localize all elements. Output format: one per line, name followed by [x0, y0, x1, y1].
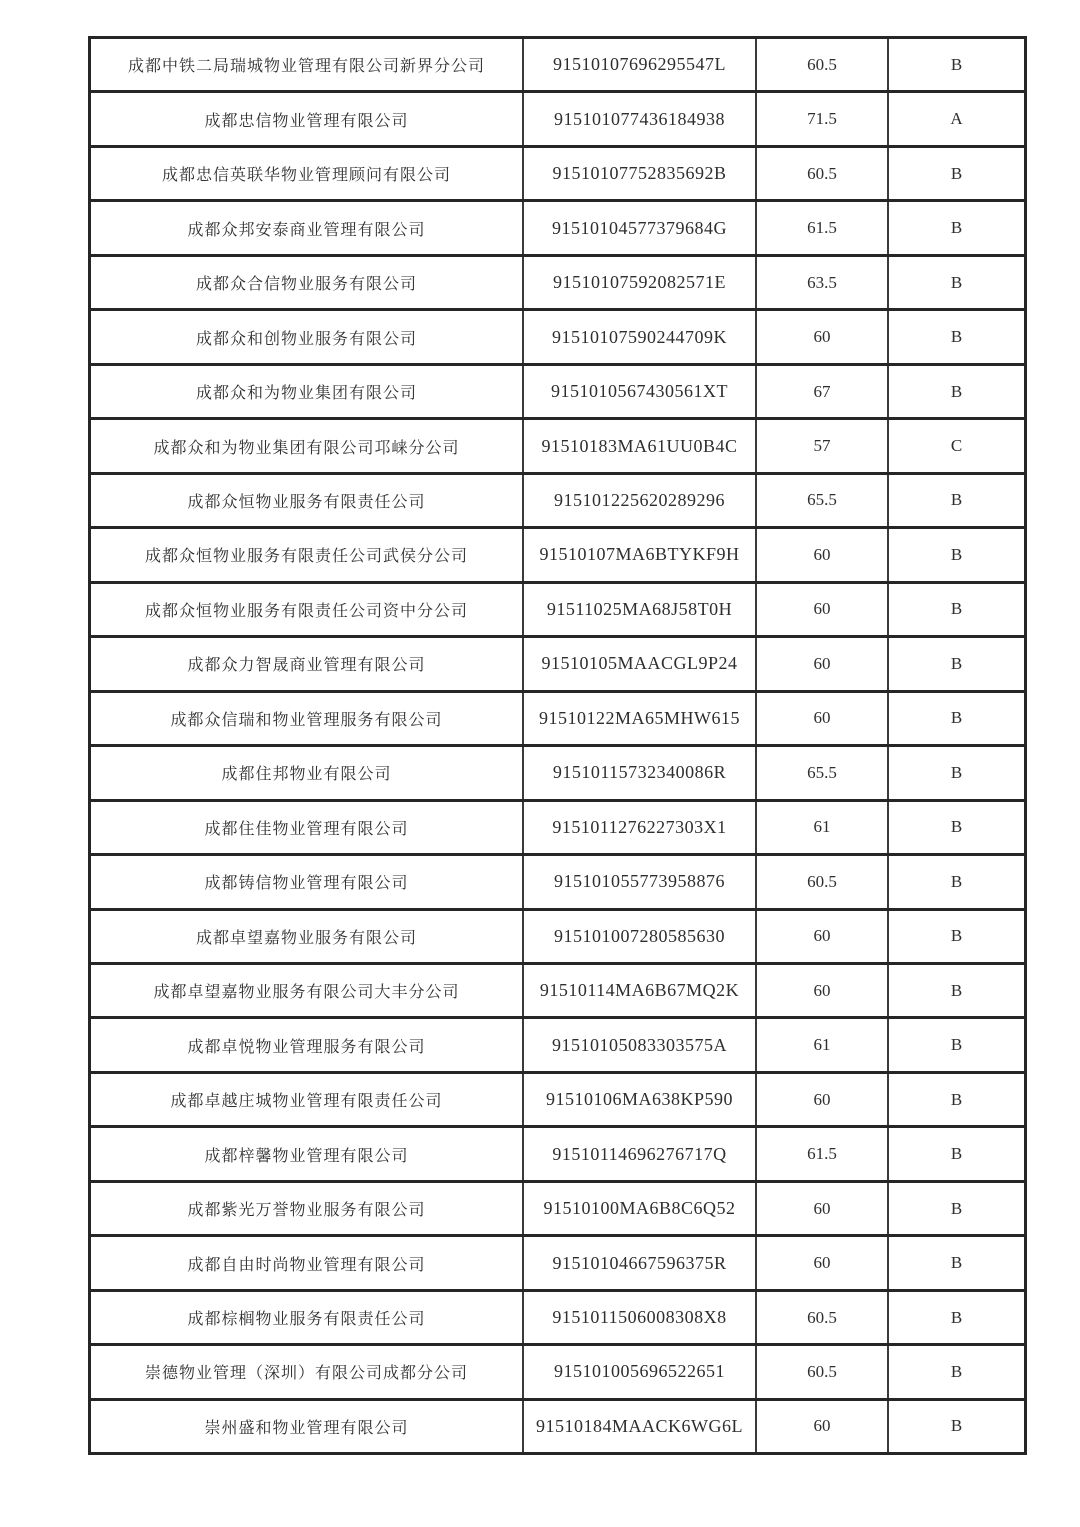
grade-cell: B — [950, 1416, 963, 1436]
grade-cell: B — [950, 163, 963, 183]
score-cell: 60.5 — [757, 856, 889, 907]
grade-cell: B — [950, 980, 963, 1000]
credit-code-cell: 915101005696522651 — [524, 1346, 757, 1397]
table-row — [91, 1237, 1024, 1291]
grade-cell: B — [950, 708, 963, 728]
company-name-cell: 成都众合信物业服务有限公司 — [91, 257, 524, 308]
table-row — [91, 93, 1024, 147]
table-row — [91, 1128, 1024, 1182]
table-row — [91, 1346, 1024, 1400]
company-name-cell: 成都铸信物业管理有限公司 — [91, 856, 524, 907]
credit-code-cell: 91510114MA6B67MQ2K — [524, 965, 757, 1016]
grade-cell: B — [950, 1035, 963, 1055]
score-cell: 60.5 — [757, 148, 889, 199]
score-cell: 63.5 — [757, 257, 889, 308]
credit-code-cell: 915101225620289296 — [524, 475, 757, 526]
grade-cell: B — [950, 381, 963, 401]
grade-cell: B — [950, 762, 963, 782]
grade-cell: B — [950, 544, 963, 564]
score-cell: 61 — [757, 802, 889, 853]
company-name-cell: 成都梓馨物业管理有限公司 — [91, 1128, 524, 1179]
credit-code-cell: 91510105083303575A — [524, 1019, 757, 1070]
credit-code-cell: 91510105MAACGL9P24 — [524, 638, 757, 689]
company-name-cell: 成都忠信英联华物业管理顾问有限公司 — [91, 148, 524, 199]
credit-code-cell: 91510122MA65MHW615 — [524, 693, 757, 744]
company-name-cell: 成都卓悦物业管理服务有限公司 — [91, 1019, 524, 1070]
grade-cell: B — [950, 653, 963, 673]
company-name-cell: 成都众和为物业集团有限公司邛崃分公司 — [91, 420, 524, 471]
score-cell: 60 — [757, 529, 889, 580]
company-name-cell: 成都众和创物业服务有限公司 — [91, 311, 524, 362]
credit-code-cell: 91511025MA68J58T0H — [524, 584, 757, 635]
credit-code-cell: 91510104577379684G — [524, 202, 757, 253]
table-row — [91, 257, 1024, 311]
table-row — [91, 366, 1024, 420]
table-row — [91, 1401, 1024, 1452]
table-row — [91, 1019, 1024, 1073]
grade-cell: B — [950, 871, 963, 891]
grade-cell: B — [950, 1144, 963, 1164]
score-cell: 60.5 — [757, 1346, 889, 1397]
grade-cell: B — [950, 327, 963, 347]
score-cell: 60 — [757, 311, 889, 362]
table-row — [91, 529, 1024, 583]
credit-code-cell: 91510107752835692B — [524, 148, 757, 199]
score-cell: 60 — [757, 1237, 889, 1288]
company-name-cell: 成都众力智晟商业管理有限公司 — [91, 638, 524, 689]
company-name-cell: 成都中铁二局瑞城物业管理有限公司新界分公司 — [91, 39, 524, 90]
table-row — [91, 584, 1024, 638]
company-name-cell: 成都众恒物业服务有限责任公司武侯分公司 — [91, 529, 524, 580]
table-row — [91, 802, 1024, 856]
credit-code-cell: 915101055773958876 — [524, 856, 757, 907]
company-name-cell: 成都众恒物业服务有限责任公司资中分公司 — [91, 584, 524, 635]
table-row — [91, 965, 1024, 1019]
grade-cell: B — [950, 272, 963, 292]
grade-cell: B — [950, 1361, 963, 1381]
table-row — [91, 1183, 1024, 1237]
score-cell: 60 — [757, 1074, 889, 1125]
company-name-cell: 成都卓越庄城物业管理有限责任公司 — [91, 1074, 524, 1125]
credit-code-cell: 91510107592082571E — [524, 257, 757, 308]
grade-cell: B — [950, 1307, 963, 1327]
company-name-cell: 成都忠信物业管理有限公司 — [91, 93, 524, 144]
table-row — [91, 420, 1024, 474]
company-name-cell: 成都众恒物业服务有限责任公司 — [91, 475, 524, 526]
score-cell: 61 — [757, 1019, 889, 1070]
score-cell: 60 — [757, 584, 889, 635]
company-name-cell: 崇州盛和物业管理有限公司 — [91, 1401, 524, 1452]
grade-cell: B — [950, 599, 963, 619]
score-cell: 61.5 — [757, 202, 889, 253]
table-row — [91, 747, 1024, 801]
credit-code-cell: 91510114696276717Q — [524, 1128, 757, 1179]
table-row — [91, 856, 1024, 910]
credit-code-cell: 91510107MA6BTYKF9H — [524, 529, 757, 580]
credit-code-cell: 91510106MA638KP590 — [524, 1074, 757, 1125]
company-name-cell: 成都自由时尚物业管理有限公司 — [91, 1237, 524, 1288]
grade-cell: C — [950, 436, 963, 456]
company-name-cell: 成都卓望嘉物业服务有限公司 — [91, 911, 524, 962]
credit-code-cell: 9151010567430561XT — [524, 366, 757, 417]
table-row — [91, 638, 1024, 692]
grade-cell: B — [950, 926, 963, 946]
company-name-cell: 成都众邦安泰商业管理有限公司 — [91, 202, 524, 253]
score-cell: 61.5 — [757, 1128, 889, 1179]
score-cell: 65.5 — [757, 475, 889, 526]
company-name-cell: 成都紫光万誉物业服务有限公司 — [91, 1183, 524, 1234]
table-row — [91, 311, 1024, 365]
score-cell: 60 — [757, 911, 889, 962]
table-row — [91, 202, 1024, 256]
score-cell: 60.5 — [757, 39, 889, 90]
credit-code-cell: 91510184MAACK6WG6L — [524, 1401, 757, 1452]
table-row — [91, 475, 1024, 529]
credit-code-cell: 9151011276227303X1 — [524, 802, 757, 853]
score-cell: 60 — [757, 693, 889, 744]
grade-cell: A — [950, 109, 963, 129]
credit-code-cell: 91510183MA61UU0B4C — [524, 420, 757, 471]
credit-code-cell: 915101007280585630 — [524, 911, 757, 962]
score-cell: 60 — [757, 965, 889, 1016]
score-cell: 71.5 — [757, 93, 889, 144]
company-name-cell: 成都众信瑞和物业管理服务有限公司 — [91, 693, 524, 744]
grade-cell: B — [950, 1198, 963, 1218]
grade-cell: B — [950, 54, 963, 74]
credit-code-cell: 91510107696295547L — [524, 39, 757, 90]
grade-cell: B — [950, 490, 963, 510]
company-name-cell: 成都棕榈物业服务有限责任公司 — [91, 1292, 524, 1343]
table-row — [91, 1292, 1024, 1346]
credit-code-cell: 91510104667596375R — [524, 1237, 757, 1288]
score-cell: 60.5 — [757, 1292, 889, 1343]
table-row — [91, 693, 1024, 747]
credit-code-cell: 9151011506008308X8 — [524, 1292, 757, 1343]
credit-code-cell: 91510107590244709K — [524, 311, 757, 362]
grade-cell: B — [950, 1253, 963, 1273]
company-name-cell: 成都卓望嘉物业服务有限公司大丰分公司 — [91, 965, 524, 1016]
score-cell: 67 — [757, 366, 889, 417]
company-name-cell: 成都住邦物业有限公司 — [91, 747, 524, 798]
company-name-cell: 崇德物业管理（深圳）有限公司成都分公司 — [91, 1346, 524, 1397]
credit-code-cell: 91510100MA6B8C6Q52 — [524, 1183, 757, 1234]
company-name-cell: 成都住佳物业管理有限公司 — [91, 802, 524, 853]
table-row — [91, 1074, 1024, 1128]
grade-cell: B — [950, 817, 963, 837]
score-cell: 65.5 — [757, 747, 889, 798]
grade-cell: B — [950, 1089, 963, 1109]
score-cell: 60 — [757, 1183, 889, 1234]
credit-code-cell: 91510115732340086R — [524, 747, 757, 798]
score-cell: 57 — [757, 420, 889, 471]
company-name-cell: 成都众和为物业集团有限公司 — [91, 366, 524, 417]
score-cell: 60 — [757, 638, 889, 689]
table-row — [91, 39, 1024, 93]
score-cell: 60 — [757, 1401, 889, 1452]
grade-cell: B — [950, 218, 963, 238]
company-rating-table — [88, 36, 1027, 1455]
credit-code-cell: 915101077436184938 — [524, 93, 757, 144]
table-row — [91, 911, 1024, 965]
table-row — [91, 148, 1024, 202]
